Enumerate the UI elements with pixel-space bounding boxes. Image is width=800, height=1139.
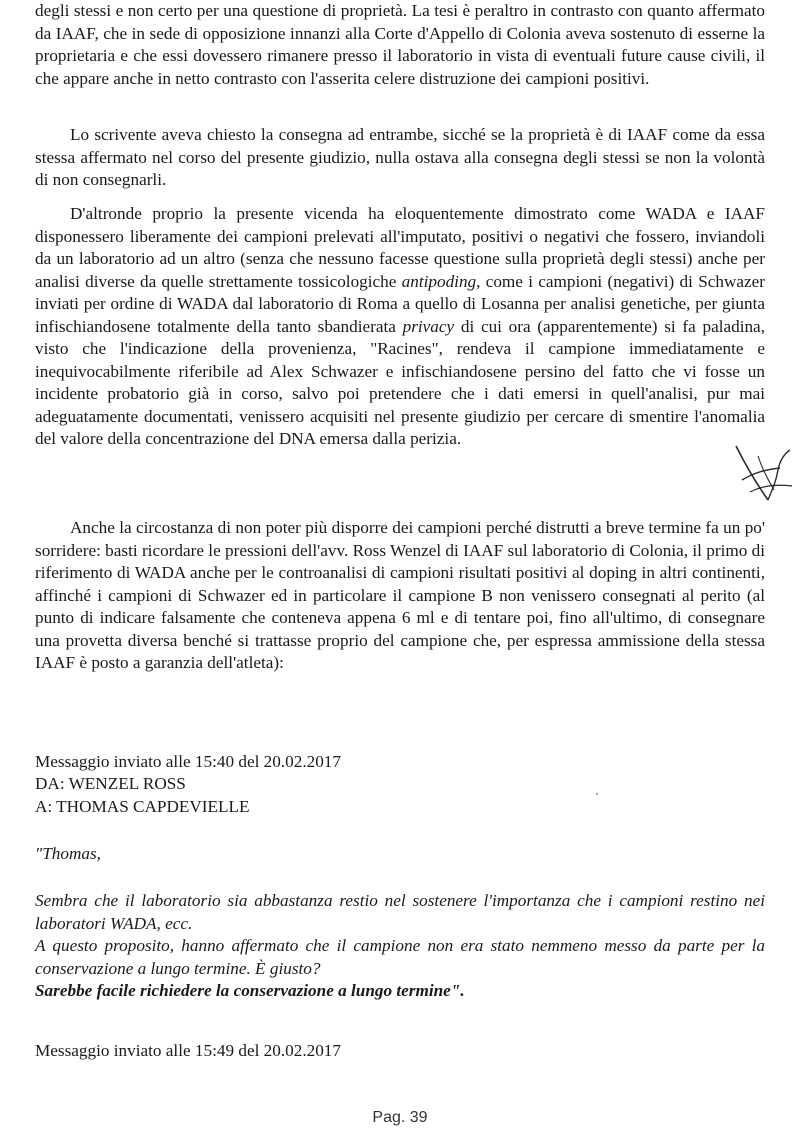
message-1-to: A: THOMAS CAPDEVIELLE <box>35 797 250 816</box>
paragraph-2-text: Lo scrivente aveva chiesto la consegna ad entrambe, sicché se la proprietà è di IAAF come da essa stessa affermato nel corso del presente giudizio, nulla ostava alla consegna degli stessi se non la volontà di non consegnarli. <box>35 125 765 189</box>
paragraph-3-part-c: , come i campioni (negativi) di Schwazer inviati per ordine di WADA dal laboratorio di Roma a quello di Losanna per analisi genetiche, per giunta infischiandosene totalmente della tanto sbandierata <box>35 271 765 336</box>
page-number: Pag. 39 <box>372 1109 428 1126</box>
paragraph-3-italic-privacy: privacy <box>402 316 455 336</box>
paragraph-4 <box>35 517 765 675</box>
quote-line-2: A questo proposito, hanno affermato che il campione non era stato nemmeno messo da parte per la conservazione a lungo termine. È giusto? <box>35 936 765 978</box>
signature-mark <box>728 440 796 510</box>
paragraph-3-text <box>35 203 765 451</box>
message-1-from: DA: WENZEL ROSS <box>35 774 186 793</box>
scan-speck <box>596 793 598 795</box>
paragraph-3-part-e: di cui ora (apparentemente) si fa paladina, visto che l'indicazione della provenienza, "Racines", rendeva il campione immediatamente e inequivocabilmente riferibile ad Alex Schwazer e infischiandosene persino del fatto che vi fosse un incidente probatorio già in corso, salvo poi pretendere che i dati emersi in quell'analisi, pur mai adeguatamente documentati, venissero acquisiti nel presente giudizio per cercare di smentire l'anomalia del valore della concentrazione del DNA emersa dalla perizia. <box>35 316 765 448</box>
message-1-timestamp: Messaggio inviato alle 15:40 del 20.02.2017 <box>35 752 341 771</box>
paragraph-1 <box>35 0 765 90</box>
quoted-message <box>35 890 765 1003</box>
paragraph-2 <box>35 124 765 192</box>
paragraph-4-text: Anche la circostanza di non poter più disporre dei campioni perché distrutti a breve termine fa un po' sorridere: basti ricordare le pressioni dell'avv. Ross Wenzel di IAAF sul laboratorio di Colonia, il primo di riferimento di WADA anche per le controanalisi di campioni risultati positivi al doping in altri continenti, affinché i campioni di Schwazer ed in particolare il campione B non venissero consegnati al perito (al punto di indicare falsamente che conteneva appena 6 ml e di tentare poi, fino all'ultimo, di consegnare una provetta diversa benché si trattasse proprio del campione che, per espressa ammissione della stessa IAAF è posto a garanzia dell'atleta): <box>35 518 765 672</box>
quote-greeting: "Thomas, <box>35 844 101 863</box>
paragraph-3-italic-antipoding: antipoding <box>401 271 477 291</box>
quote-line-1: Sembra che il laboratorio sia abbastanza restio nel sostenere l'importanza che i campioni restino nei laboratori WADA, ecc. <box>35 891 765 933</box>
quote-line-3-bold: Sarebbe facile richiedere la conservazione a lungo termine". <box>35 981 465 1000</box>
message-2-timestamp: Messaggio inviato alle 15:49 del 20.02.2017 <box>35 1041 341 1060</box>
paragraph-3 <box>35 203 765 451</box>
paragraph-1-text: degli stessi e non certo per una questione di proprietà. La tesi è peraltro in contrasto con quanto affermato da IAAF, che in sede di opposizione innanzi alla Corte d'Appello di Colonia aveva sostenuto di esserne la proprietaria e che essi dovessero rimanere presso il laboratorio in vista di eventuali future cause civili, il che appare anche in netto contrasto con l'asserita celere distruzione dei campioni positivi. <box>35 1 765 88</box>
paragraph-3-part-a: D'altronde proprio la presente vicenda ha eloquentemente dimostrato come WADA e IAAF disponessero liberamente dei campioni prelevati all'imputato, positivi o negativi che fossero, inviandoli da un laboratorio ad un altro (senza che nessuno facesse questione sulla proprietà degli stessi) anche per analisi diverse da quelle strettamente tossicologiche <box>35 204 765 291</box>
